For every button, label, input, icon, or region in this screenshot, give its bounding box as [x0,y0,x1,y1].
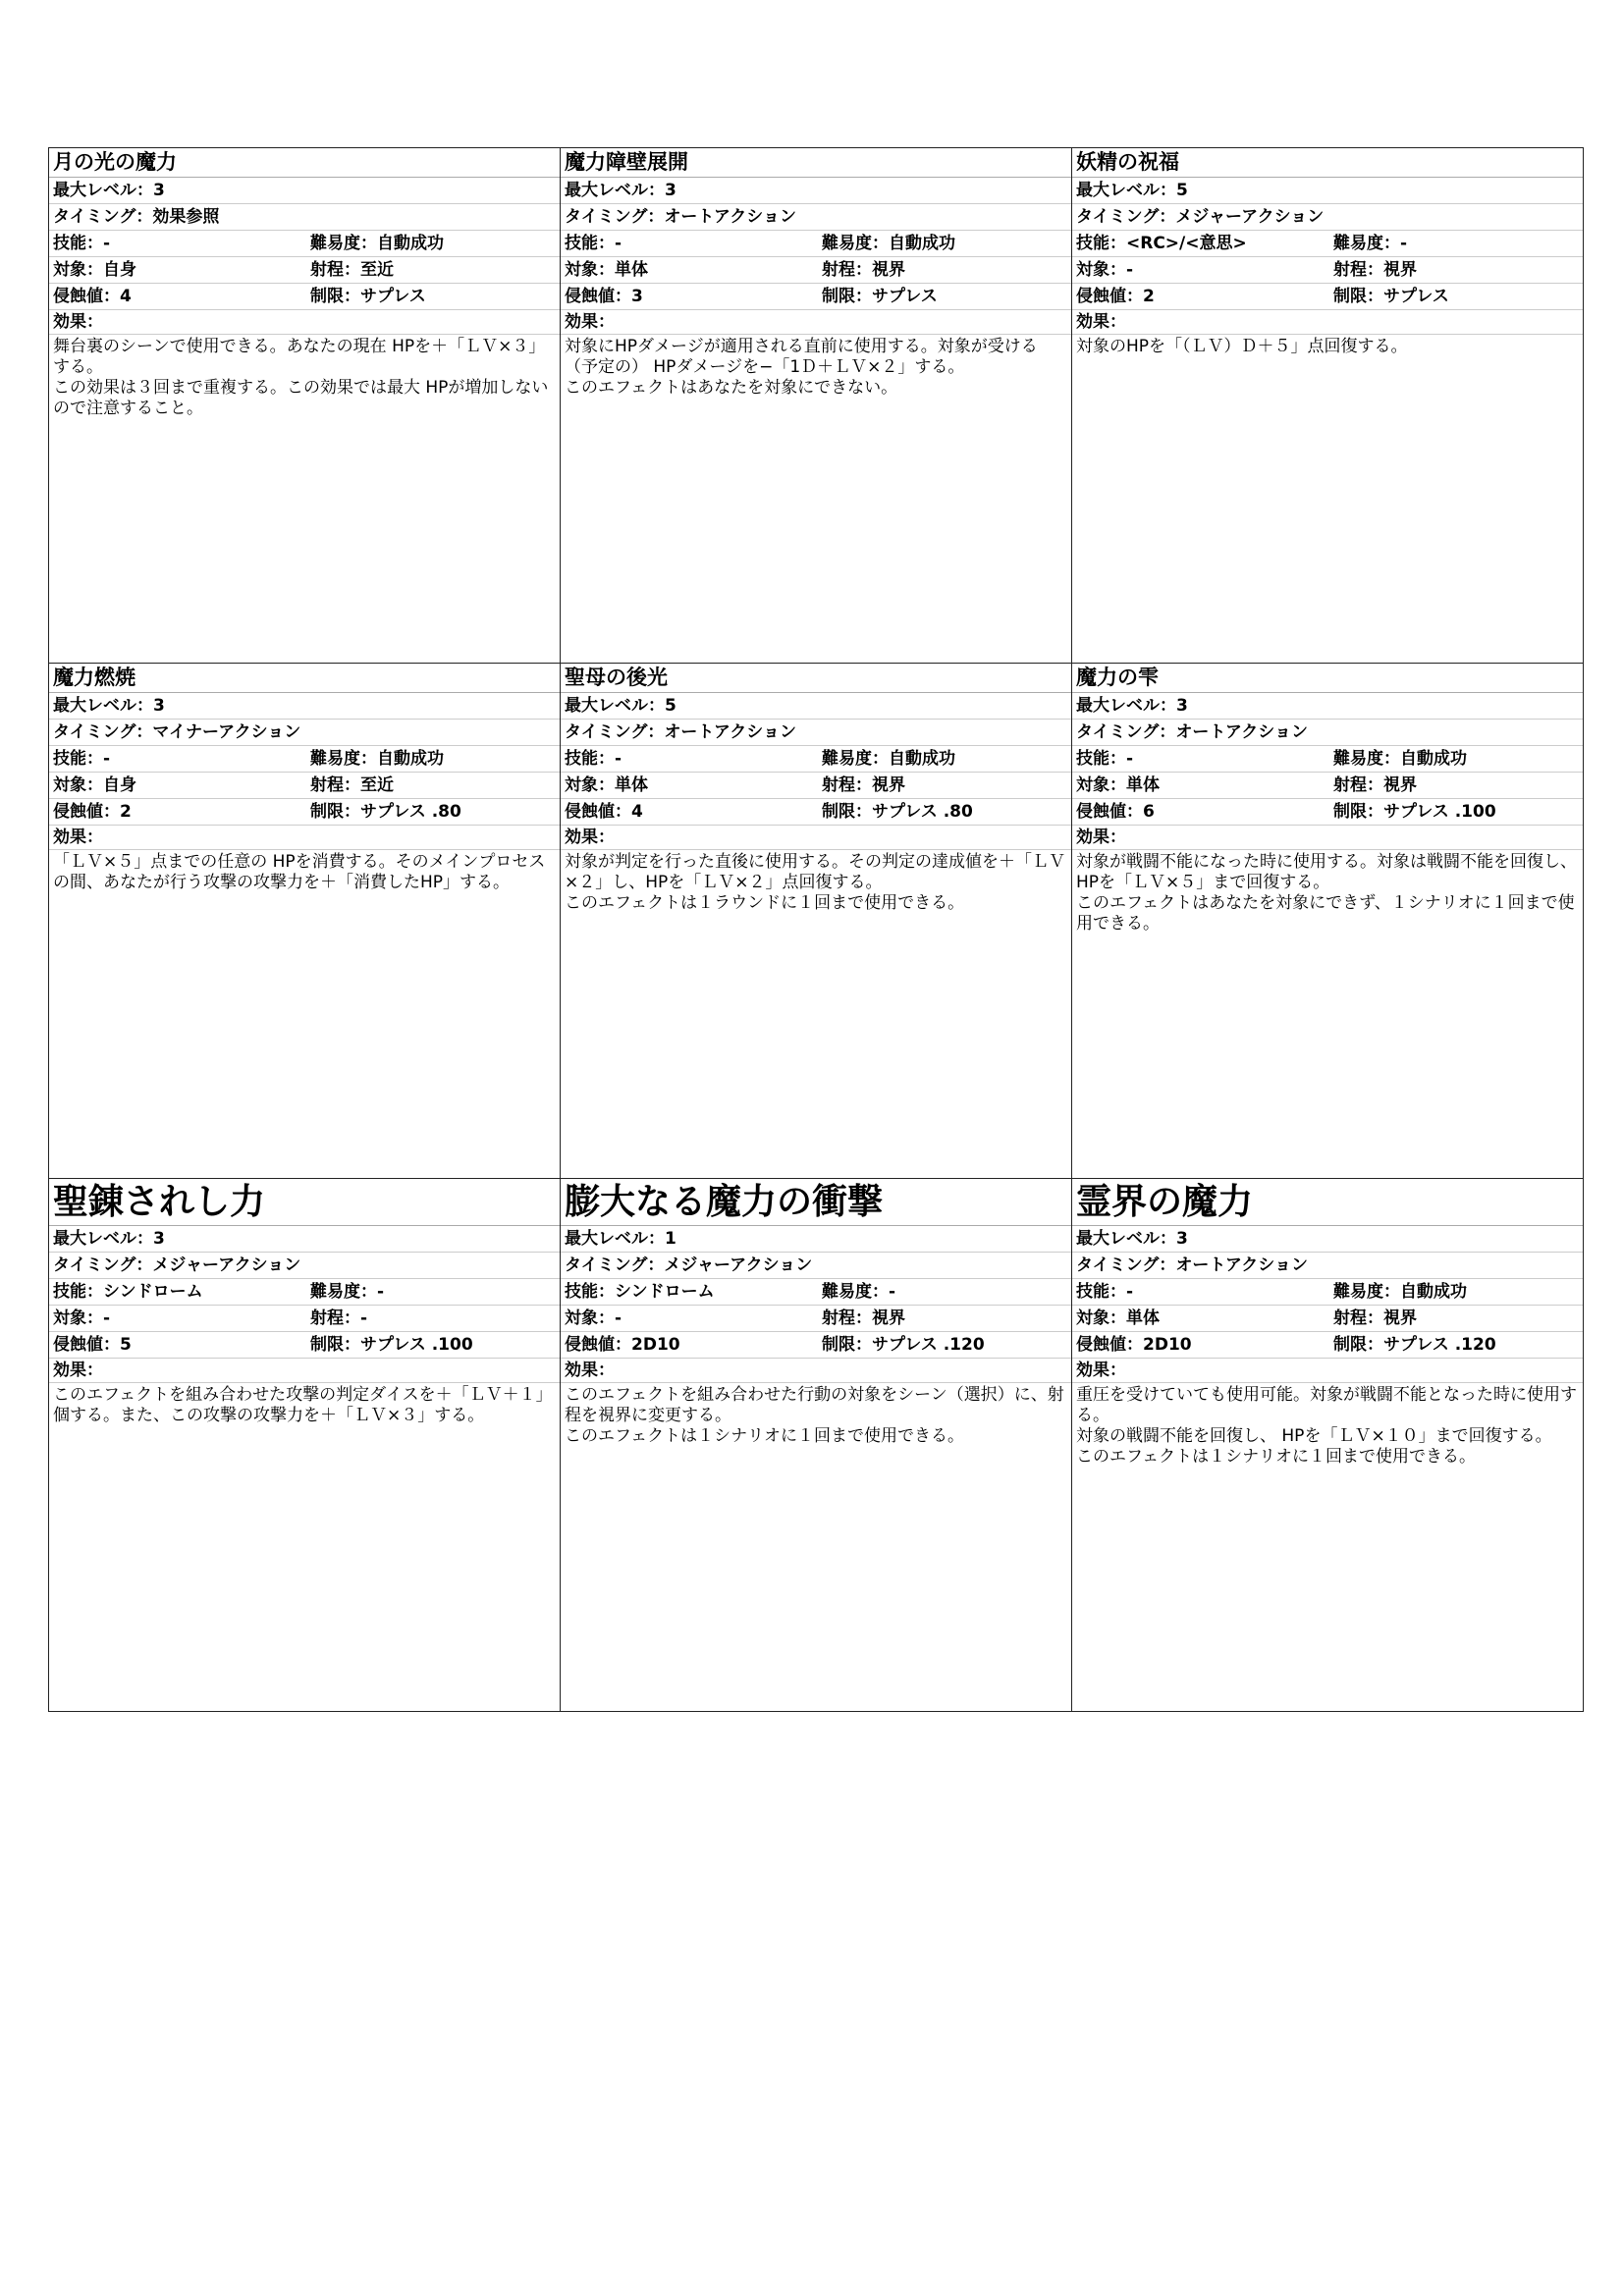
max-level-value: 5 [1176,181,1188,200]
max-level-label: 最大レベル： [1076,1229,1176,1249]
max-level-label: 最大レベル： [53,696,153,716]
erosion-label: 侵蝕値： [1076,287,1143,306]
erosion-label: 侵蝕値： [1076,802,1143,822]
range-label: 射程： [1333,260,1383,280]
range-value: 至近 [360,260,394,280]
erosion-label: 侵蝕値： [53,1335,120,1355]
limit-label: 制限： [822,287,872,306]
target-value: - [615,1308,622,1328]
effect-card [561,148,1072,664]
effect-card [49,664,561,1179]
target-range-row [49,1306,560,1332]
effect-label: 効果： [1072,310,1583,335]
effect-name: 魔力障壁展開 [561,148,1071,178]
difficulty-label: 難易度： [1333,749,1400,769]
erosion-value: 6 [1143,802,1155,822]
erosion-cell [1072,1332,1327,1358]
effect-text: 対象にHPダメージが適用される直前に使用する。対象が受ける（予定の） HPダメージを−「1Ｄ＋ＬＶ×２」する。 このエフェクトはあなたを対象にできない。 [565,337,1038,398]
erosion-label: 侵蝕値： [565,1335,631,1355]
range-cell [816,773,1071,798]
target-value: 単体 [1126,775,1160,795]
difficulty-value: 自動成功 [377,749,444,769]
limit-label: 制限： [310,802,360,822]
target-cell [49,773,304,798]
difficulty-value: - [889,1282,896,1302]
timing-value: メジャーアクション [664,1255,813,1275]
limit-cell [816,799,1071,825]
effect-text: 対象が判定を行った直後に使用する。その判定の達成値を＋「ＬＶ×２」し、HPを「ＬＶ×２」点回復する。 このエフェクトは１ラウンドに１回まで使用できる。 [565,852,1065,913]
limit-cell [1327,284,1583,309]
timing-value: オートアクション [1175,1255,1308,1275]
skill-value: - [103,234,111,253]
effect-label: 効果： [49,310,560,335]
skill-value: シンドローム [103,1282,203,1302]
skill-cell [561,746,816,772]
range-value: 視界 [1383,260,1417,280]
skill-label: 技能： [1076,749,1126,769]
timing-label: タイミング： [53,207,153,227]
target-range-row [49,257,560,284]
effect-card [1072,1179,1584,1712]
erosion-cell [49,284,304,309]
effect-label: 効果： [49,1359,560,1383]
max-level-label: 最大レベル： [53,1229,153,1249]
difficulty-value: 自動成功 [889,234,955,253]
limit-cell [816,284,1071,309]
target-label: 対象： [53,775,103,795]
target-range-row [561,257,1071,284]
erosion-value: 5 [120,1335,132,1355]
timing-row [49,720,560,746]
erosion-cell [561,799,816,825]
range-label: 射程： [310,260,360,280]
target-value: 単体 [615,260,648,280]
skill-label: 技能： [565,1282,615,1302]
target-cell [49,1306,304,1331]
skill-difficulty-row [561,746,1071,773]
effect-name: 膨大なる魔力の衝撃 [561,1179,1071,1226]
erosion-value: 2 [120,802,132,822]
target-value: - [1126,260,1134,280]
limit-label: 制限： [822,802,872,822]
effect-card [49,148,561,664]
skill-value: - [615,749,622,769]
limit-cell [1327,1332,1583,1358]
limit-label: 制限： [1333,287,1383,306]
limit-label: 制限： [310,287,360,306]
max-level-row [49,1226,560,1253]
target-label: 対象： [565,1308,615,1328]
range-value: 至近 [360,775,394,795]
difficulty-value: - [377,1282,385,1302]
range-label: 射程： [822,1308,872,1328]
target-label: 対象： [565,775,615,795]
erosion-value: 4 [120,287,132,306]
max-level-label: 最大レベル： [53,181,153,200]
effect-name: 魔力燃焼 [49,664,560,693]
skill-label: 技能： [565,234,615,253]
range-cell [1327,257,1583,283]
timing-row [1072,1253,1583,1279]
effect-label: 効果： [49,826,560,850]
range-value: - [360,1308,368,1328]
target-value: 自身 [103,775,136,795]
target-range-row [1072,1306,1583,1332]
max-level-row [561,1226,1071,1253]
max-level-value: 3 [153,696,165,716]
max-level-row [1072,693,1583,720]
limit-cell [304,1332,560,1358]
difficulty-cell [304,746,560,772]
max-level-row [49,693,560,720]
max-level-label: 最大レベル： [1076,181,1176,200]
erosion-limit-row [1072,799,1583,826]
timing-row [561,720,1071,746]
skill-value: - [1126,749,1134,769]
limit-value: サプレス .120 [872,1335,985,1355]
timing-label: タイミング： [1076,1255,1176,1275]
difficulty-value: 自動成功 [377,234,444,253]
effect-name: 月の光の魔力 [49,148,560,178]
timing-value: 効果参照 [152,207,220,227]
skill-difficulty-row [561,231,1071,257]
difficulty-value: 自動成功 [1400,1282,1467,1302]
difficulty-label: 難易度： [822,749,889,769]
erosion-value: 3 [631,287,643,306]
difficulty-value: 自動成功 [889,749,955,769]
skill-cell [1072,1279,1327,1305]
skill-difficulty-row [49,1279,560,1306]
range-cell [1327,773,1583,798]
range-value: 視界 [1383,1308,1417,1328]
timing-value: オートアクション [1175,722,1308,742]
limit-cell [304,799,560,825]
range-value: 視界 [872,1308,905,1328]
erosion-cell [49,799,304,825]
difficulty-label: 難易度： [822,234,889,253]
difficulty-cell [1327,746,1583,772]
effect-name: 妖精の祝福 [1072,148,1583,178]
target-range-row [1072,773,1583,799]
difficulty-label: 難易度： [310,234,377,253]
range-cell [304,1306,560,1331]
max-level-label: 最大レベル： [565,1229,665,1249]
target-range-row [561,773,1071,799]
max-level-label: 最大レベル： [1076,696,1176,716]
limit-value: サプレス [872,287,938,306]
range-label: 射程： [822,260,872,280]
target-value: - [103,1308,111,1328]
timing-value: オートアクション [664,207,796,227]
effect-text: 対象が戦闘不能になった時に使用する。対象は戦闘不能を回復し、HPを「ＬＶ×５」まで回復する。 このエフェクトはあなたを対象にできず、１シナリオに１回まで使用できる。 [1076,852,1577,934]
timing-label: タイミング： [53,1255,153,1275]
skill-value: - [615,234,622,253]
max-level-value: 3 [1176,1229,1188,1249]
target-cell [1072,773,1327,798]
skill-label: 技能： [1076,1282,1126,1302]
timing-row [49,204,560,231]
erosion-limit-row [1072,284,1583,310]
skill-cell [561,231,816,256]
effect-label: 効果： [561,826,1071,850]
erosion-value: 2D10 [631,1335,680,1355]
range-cell [304,257,560,283]
skill-difficulty-row [1072,746,1583,773]
effect-text: このエフェクトを組み合わせた行動の対象をシーン（選択）に、射程を視界に変更する。 このエフェクトは１シナリオに１回まで使用できる。 [565,1385,1064,1446]
limit-label: 制限： [1333,802,1383,822]
range-cell [816,257,1071,283]
timing-label: タイミング： [1076,207,1176,227]
limit-cell [1327,799,1583,825]
skill-difficulty-row [561,1279,1071,1306]
erosion-value: 4 [631,802,643,822]
limit-cell [816,1332,1071,1358]
skill-cell [49,231,304,256]
timing-row [1072,720,1583,746]
effect-text: 対象のHPを「（ＬＶ）Ｄ＋５」点回復する。 [1076,337,1408,356]
effect-card [49,1179,561,1712]
effect-card [561,1179,1072,1712]
limit-label: 制限： [822,1335,872,1355]
skill-difficulty-row [49,231,560,257]
erosion-limit-row [561,1332,1071,1359]
erosion-label: 侵蝕値： [565,802,631,822]
range-label: 射程： [822,775,872,795]
range-label: 射程： [1333,1308,1383,1328]
target-cell [561,1306,816,1331]
range-value: 視界 [872,260,905,280]
skill-cell [1072,231,1327,256]
limit-value: サプレス .80 [872,802,973,822]
skill-difficulty-row [1072,1279,1583,1306]
timing-label: タイミング： [53,722,153,742]
timing-row [49,1253,560,1279]
skill-label: 技能： [53,749,103,769]
limit-value: サプレス .100 [360,1335,473,1355]
effect-label: 効果： [1072,1359,1583,1383]
difficulty-value: - [1400,234,1408,253]
effect-card [1072,148,1584,664]
limit-value: サプレス .80 [360,802,461,822]
max-level-row [1072,178,1583,204]
skill-cell [49,1279,304,1305]
target-cell [561,257,816,283]
timing-label: タイミング： [565,1255,665,1275]
erosion-label: 侵蝕値： [53,287,120,306]
effect-name: 魔力の雫 [1072,664,1583,693]
effect-card [1072,664,1584,1179]
difficulty-label: 難易度： [1333,234,1400,253]
max-level-label: 最大レベル： [565,181,665,200]
max-level-row [1072,1226,1583,1253]
erosion-limit-row [561,284,1071,310]
target-label: 対象： [1076,260,1126,280]
range-label: 射程： [310,775,360,795]
timing-row [561,1253,1071,1279]
max-level-value: 3 [665,181,676,200]
target-range-row [1072,257,1583,284]
erosion-limit-row [49,284,560,310]
effect-card-sheet [48,147,1584,1712]
max-level-value: 3 [153,181,165,200]
effect-text: 重圧を受けていても使用可能。対象が戦闘不能となった時に使用する。 対象の戦闘不能を回復し、 HPを「ＬＶ×１０」まで回復する。 このエフェクトは１シナリオに１回まで使用できる。 [1076,1385,1577,1467]
target-label: 対象： [53,260,103,280]
target-value: 単体 [615,775,648,795]
effect-card [561,664,1072,1179]
range-label: 射程： [1333,775,1383,795]
timing-value: メジャーアクション [1175,207,1325,227]
range-cell [1327,1306,1583,1331]
range-cell [304,773,560,798]
effect-text: 「ＬＶ×５」点までの任意の HPを消費する。そのメインプロセスの間、あなたが行う攻撃の攻撃力を＋「消費したHP」する。 [53,852,546,892]
max-level-row [561,178,1071,204]
timing-label: タイミング： [565,722,665,742]
max-level-value: 1 [665,1229,676,1249]
max-level-label: 最大レベル： [565,696,665,716]
max-level-value: 3 [1176,696,1188,716]
erosion-limit-row [1072,1332,1583,1359]
erosion-cell [49,1332,304,1358]
timing-value: メジャーアクション [152,1255,301,1275]
timing-row [561,204,1071,231]
target-label: 対象： [565,260,615,280]
skill-cell [561,1279,816,1305]
target-range-row [49,773,560,799]
timing-row [1072,204,1583,231]
erosion-label: 侵蝕値： [565,287,631,306]
limit-label: 制限： [1333,1335,1383,1355]
erosion-cell [1072,799,1327,825]
target-label: 対象： [1076,775,1126,795]
erosion-limit-row [49,799,560,826]
max-level-value: 5 [665,696,676,716]
effect-name: 霊界の魔力 [1072,1179,1583,1226]
timing-label: タイミング： [1076,722,1176,742]
limit-value: サプレス [1383,287,1449,306]
limit-value: サプレス .100 [1383,802,1496,822]
effect-label: 効果： [1072,826,1583,850]
range-cell [816,1306,1071,1331]
erosion-limit-row [561,799,1071,826]
effect-text: 舞台裏のシーンで使用できる。あなたの現在 HPを＋「ＬＶ×３」する。 この効果は３回まで重複する。この効果では最大 HPが増加しないので注意すること。 [53,337,549,418]
skill-value: - [1126,1282,1134,1302]
skill-difficulty-row [1072,231,1583,257]
target-cell [1072,1306,1327,1331]
skill-label: 技能： [1076,234,1126,253]
difficulty-label: 難易度： [1333,1282,1400,1302]
difficulty-label: 難易度： [310,749,377,769]
range-label: 射程： [310,1308,360,1328]
effect-name: 聖母の後光 [561,664,1071,693]
target-label: 対象： [1076,1308,1126,1328]
skill-value: シンドローム [615,1282,715,1302]
skill-cell [49,746,304,772]
target-cell [561,773,816,798]
range-value: 視界 [1383,775,1417,795]
difficulty-cell [816,231,1071,256]
difficulty-cell [816,746,1071,772]
skill-value: <RC>/<意思> [1126,234,1247,253]
target-range-row [561,1306,1071,1332]
range-value: 視界 [872,775,905,795]
effect-label: 効果： [561,310,1071,335]
difficulty-label: 難易度： [310,1282,377,1302]
difficulty-cell [1327,231,1583,256]
target-value: 自身 [103,260,136,280]
difficulty-value: 自動成功 [1400,749,1467,769]
limit-label: 制限： [310,1335,360,1355]
difficulty-cell [816,1279,1071,1305]
difficulty-cell [304,1279,560,1305]
effect-text: このエフェクトを組み合わせた攻撃の判定ダイスを＋「ＬＶ＋１」個する。また、この攻撃の攻撃力を＋「ＬＶ×３」する。 [53,1385,553,1425]
max-level-row [49,178,560,204]
max-level-row [561,693,1071,720]
erosion-label: 侵蝕値： [1076,1335,1143,1355]
max-level-value: 3 [153,1229,165,1249]
erosion-limit-row [49,1332,560,1359]
timing-value: オートアクション [664,722,796,742]
limit-value: サプレス .120 [1383,1335,1496,1355]
target-value: 単体 [1126,1308,1160,1328]
target-label: 対象： [53,1308,103,1328]
skill-label: 技能： [565,749,615,769]
skill-label: 技能： [53,1282,103,1302]
timing-label: タイミング： [565,207,665,227]
erosion-cell [561,1332,816,1358]
erosion-label: 侵蝕値： [53,802,120,822]
erosion-value: 2D10 [1143,1335,1192,1355]
skill-value: - [103,749,111,769]
erosion-cell [561,284,816,309]
skill-difficulty-row [49,746,560,773]
skill-label: 技能： [53,234,103,253]
limit-value: サプレス [360,287,426,306]
target-cell [1072,257,1327,283]
timing-value: マイナーアクション [152,722,301,742]
difficulty-cell [304,231,560,256]
difficulty-cell [1327,1279,1583,1305]
target-cell [49,257,304,283]
effect-name: 聖錬されし力 [49,1179,560,1226]
effect-label: 効果： [561,1359,1071,1383]
erosion-value: 2 [1143,287,1155,306]
skill-cell [1072,746,1327,772]
limit-cell [304,284,560,309]
difficulty-label: 難易度： [822,1282,889,1302]
erosion-cell [1072,284,1327,309]
